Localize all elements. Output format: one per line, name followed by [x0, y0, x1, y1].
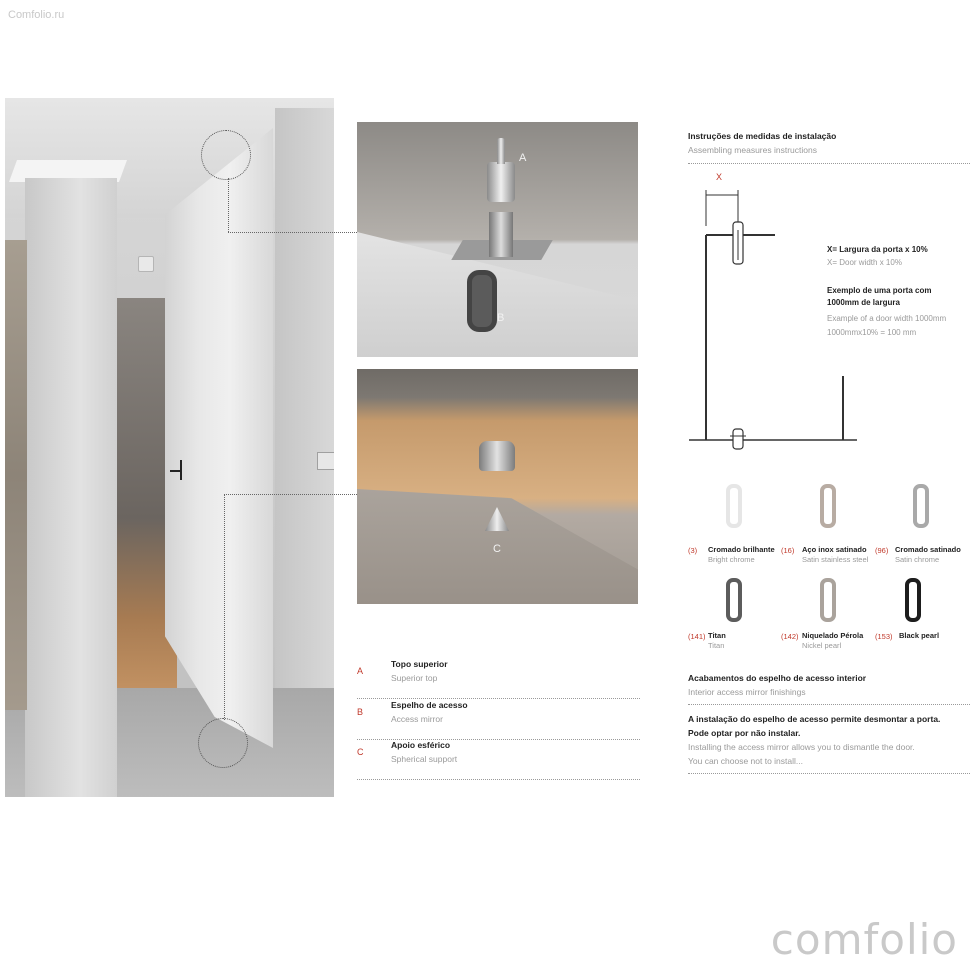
access-mirror [467, 270, 497, 332]
callout-line-top-vertical [228, 178, 229, 232]
legend-letter: C [357, 747, 364, 757]
note-pt-line2: Pode optar por não instalar. [688, 728, 801, 738]
finishings-subtitle: Interior access mirror finishings [688, 687, 806, 697]
door-handle-post [180, 460, 182, 480]
example-pt-line1: Exemplo de uma porta com [827, 286, 932, 295]
brand-watermark: comfolio [770, 915, 958, 964]
finish-name: Niquelado Pérola [802, 631, 864, 640]
legend-letter: A [357, 666, 364, 676]
finish-code: (142) [781, 632, 799, 641]
formula-en: X= Door width x 10% [827, 258, 902, 267]
finish-code: (16) [781, 546, 795, 555]
callout-circle-bottom [198, 718, 248, 768]
callout-line-bottom-horizontal [224, 494, 357, 495]
site-watermark: Comfolio.ru [8, 9, 65, 21]
finish-code: (153) [875, 632, 893, 641]
finish-name: Black pearl [899, 631, 940, 640]
legend-subtitle: Access mirror [391, 714, 443, 724]
finish-subtitle: Satin stainless steel [802, 555, 869, 564]
wall-pillar [25, 178, 117, 797]
finishings-title: Acabamentos do espelho de acesso interior [688, 673, 867, 683]
section-divider [688, 704, 970, 705]
pivot-pin-tip [497, 138, 505, 164]
finish-subtitle: Nickel pearl [802, 641, 842, 650]
callout-line-top-horizontal [228, 232, 357, 233]
swatch-bright-chrome [726, 484, 742, 528]
example-en-line1: Example of a door width 1000mm [827, 314, 947, 323]
legend-subtitle: Spherical support [391, 754, 458, 764]
formula-pt: X= Largura da porta x 10% [827, 245, 928, 254]
note-en-line1: Installing the access mirror allows you to dismantle the door. [688, 742, 915, 752]
swatch-satin-stainless [820, 484, 836, 528]
wall-thermostat [317, 452, 334, 470]
finish-name: Aço inox satinado [802, 545, 867, 554]
legend-subtitle: Superior top [391, 673, 438, 683]
swatch-titan [726, 578, 742, 622]
legend-title: Apoio esférico [391, 740, 451, 750]
legend-letter: B [357, 707, 364, 717]
note-en-line2: You can choose not to install... [688, 756, 803, 766]
room-door-photo [5, 98, 334, 797]
photo-label-a: A [519, 152, 527, 164]
installation-diagram [685, 168, 865, 453]
note-pt-line1: A instalação do espelho de acesso permite desmontar a porta. [688, 714, 941, 724]
example-en-line2: 1000mmx10% = 100 mm [827, 328, 917, 337]
wall-painting [5, 240, 27, 710]
finish-code: (3) [688, 546, 698, 555]
installation-title: Instruções de medidas de instalação [688, 131, 837, 141]
diagram-x-label: X [716, 172, 723, 182]
swatch-satin-chrome [913, 484, 929, 528]
pivot-door [165, 128, 273, 748]
finish-code: (96) [875, 546, 889, 555]
finish-name: Cromado satinado [895, 545, 961, 554]
finish-subtitle: Bright chrome [708, 555, 755, 564]
finish-subtitle: Titan [708, 641, 725, 650]
legend-item-b [357, 700, 640, 740]
pivot-cap [479, 441, 515, 471]
swatch-black-pearl [905, 578, 921, 622]
finish-name: Titan [708, 631, 726, 640]
finish-subtitle: Satin chrome [895, 555, 940, 564]
callout-circle-top [201, 130, 251, 180]
finish-name: Cromado brilhante [708, 545, 775, 554]
spherical-support-detail-photo [357, 369, 638, 604]
legend-item-c [357, 740, 640, 780]
pivot-pin-upper [487, 162, 515, 202]
example-pt-line2: 1000mm de largura [827, 298, 900, 307]
photo-label-b: B [497, 312, 505, 324]
pivot-pin-lower [489, 212, 513, 257]
installation-subtitle: Assembling measures instructions [688, 145, 817, 155]
right-wall [275, 108, 334, 758]
downlight [138, 256, 154, 272]
finish-code: (141) [688, 632, 706, 641]
legend-item-a [357, 659, 640, 699]
section-divider [688, 163, 970, 164]
callout-line-bottom-vertical [224, 494, 225, 720]
section-divider [688, 773, 970, 774]
photo-label-c: C [493, 543, 501, 555]
top-pivot-detail-photo [357, 122, 638, 357]
legend-title: Topo superior [391, 659, 448, 669]
legend-title: Espelho de acesso [391, 700, 468, 710]
swatch-nickel-pearl [820, 578, 836, 622]
